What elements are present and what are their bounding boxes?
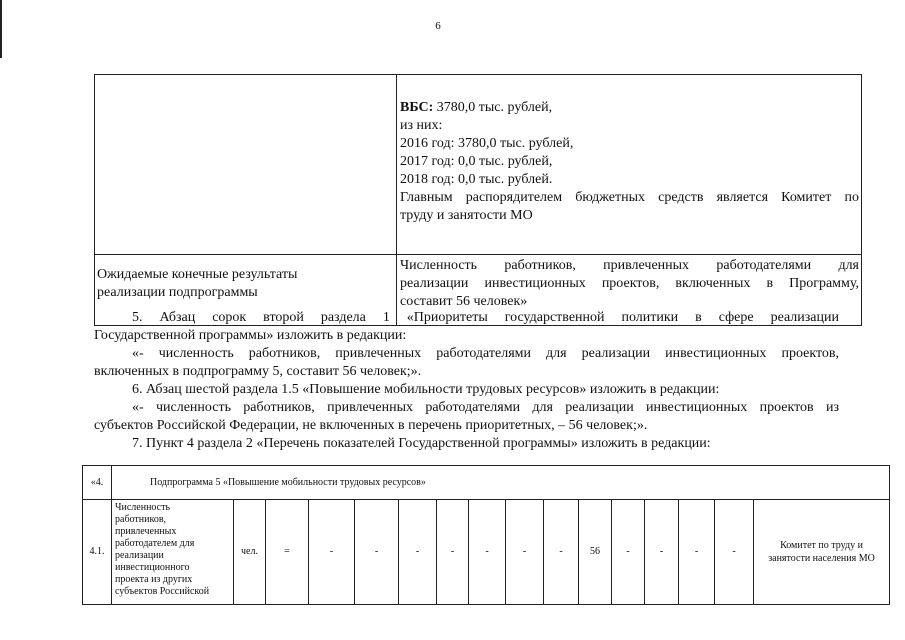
indicator-name-line: привлеченных: [115, 526, 177, 537]
value-cell: -: [544, 500, 579, 605]
funding-details-cell: [397, 75, 862, 255]
paragraph-line: «- численность работников, привлеченных работодателями для реализации инвестиционных проектов из: [132, 400, 839, 415]
value-cell: -: [645, 500, 679, 605]
amendment-paragraphs: [94, 309, 839, 453]
funding-line: 2017 год: 0,0 тыс. рублей,: [400, 154, 553, 169]
funding-line: 2018 год: 0,0 тыс. рублей.: [400, 172, 553, 187]
vbs-value: 3780,0 тыс. рублей,: [433, 100, 553, 115]
expected-results-label-line: реализации подпрограммы: [97, 285, 258, 300]
paragraph-line: Государственной программы» изложить в редакции:: [94, 328, 407, 343]
indicator-name-line: субъектов Российской: [115, 586, 210, 597]
responsible-executor: [754, 500, 890, 605]
paragraph-line: 6. Абзац шестой раздела 1.5 «Повышение мобильности трудовых ресурсов» изложить в редакции:: [132, 382, 720, 397]
paragraph-line: включенных в подпрограмму 5, составит 56 человек;».: [94, 364, 422, 379]
value-cell: -: [715, 500, 754, 605]
subprogram-title: Подпрограмма 5 «Повышение мобильности трудовых ресурсов»: [112, 466, 890, 500]
scan-edge-mark: [0, 0, 2, 58]
vbs-label: ВБС:: [400, 100, 434, 115]
value-cell: -: [355, 500, 399, 605]
subprogram-header-row: [83, 466, 890, 500]
indicator-name: [112, 500, 234, 605]
vbs-line: [400, 99, 859, 117]
paragraph-line: 5. Абзац сорок второй раздела 1 «Приоритеты государственной политики в сфере реализации: [132, 310, 839, 325]
value-cell: =: [266, 500, 309, 605]
indicator-row: [83, 500, 890, 605]
indicators-table: [82, 465, 890, 605]
funding-row-label-cell: [95, 75, 397, 255]
expected-results-line: составит 56 человек»: [400, 294, 528, 309]
funding-row: [95, 75, 862, 255]
indicator-name-line: Численность: [115, 502, 171, 513]
expected-results-line: реализации инвестиционных проектов, включенных в Программу,: [400, 276, 859, 291]
value-cell: -: [506, 500, 544, 605]
unit-cell: чел.: [234, 500, 266, 605]
paragraph-line: «- численность работников, привлеченных работодателями для реализации инвестиционных проектов,: [132, 346, 839, 361]
funding-line: из них:: [400, 118, 443, 133]
indicator-number: 4.1.: [83, 500, 112, 605]
responsible-line: Комитет по труду и: [780, 540, 863, 551]
paragraph-line: 7. Пункт 4 раздела 2 «Перечень показателей Государственной программы» изложить в редакции:: [132, 436, 711, 451]
value-cell: -: [437, 500, 469, 605]
subprogram-number: «4.: [83, 466, 112, 500]
value-cell: -: [612, 500, 645, 605]
expected-results-label-line: Ожидаемые конечные результаты: [97, 267, 298, 282]
funding-line: 2016 год: 3780,0 тыс. рублей,: [400, 136, 574, 151]
indicator-name-line: работодателем для: [115, 538, 195, 549]
expected-results-line: Численность работников, привлеченных работодателями для: [400, 258, 859, 273]
value-cell: 56: [579, 500, 612, 605]
main-manager-line: Главным распорядителем бюджетных средств является Комитет по: [400, 190, 859, 205]
value-cell: -: [309, 500, 355, 605]
value-cell: -: [469, 500, 506, 605]
indicator-name-line: инвестиционного: [115, 562, 190, 573]
page-number: 6: [435, 20, 441, 32]
indicator-name-line: работников,: [115, 514, 167, 525]
indicator-name-line: реализации: [115, 550, 164, 561]
program-passport-table: [94, 74, 862, 326]
responsible-line: занятости населения МО: [768, 553, 875, 564]
value-cell: -: [679, 500, 715, 605]
indicator-name-line: проекта из других: [115, 574, 193, 585]
value-cell: -: [399, 500, 437, 605]
paragraph-line: субъектов Российской Федерации, не включенных в перечень приоритетных, – 56 человек;».: [94, 418, 648, 433]
main-manager-line-end: труду и занятости МО: [400, 208, 533, 223]
